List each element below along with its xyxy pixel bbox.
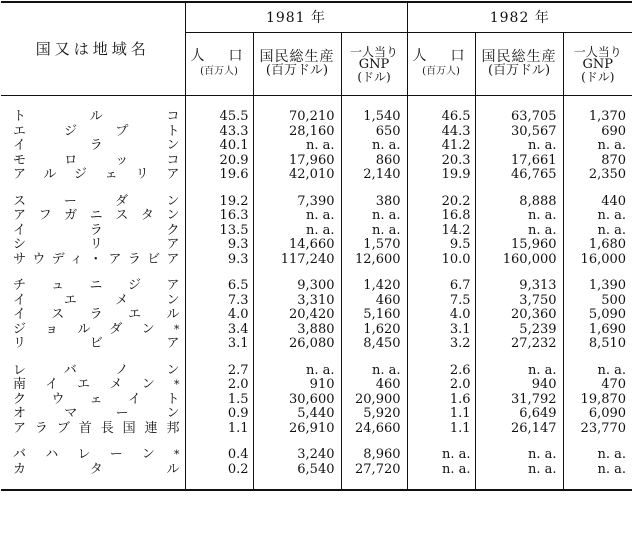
table-row — [1, 195, 632, 210]
country-name: リビア — [13, 336, 180, 351]
gnp-total-1982-cell: 15,960 — [475, 238, 563, 253]
population-1981-cell: 6.5 — [185, 279, 253, 294]
table-row — [1, 448, 632, 463]
group-spacer — [1, 96, 632, 111]
country-name-cell — [1, 393, 185, 408]
footnote-marker: * — [174, 378, 180, 391]
gnp-total-1981-cell: 14,660 — [253, 238, 341, 253]
gnp-per-capita-1982-cell: 5,090 — [588, 307, 627, 322]
country-name-cell — [1, 294, 185, 309]
gnp-total-1982-cell: 20,360 — [475, 308, 563, 323]
population-1981-cell: 0.4 — [185, 448, 253, 463]
country-name: 南イエメン — [13, 377, 174, 392]
gnp-per-capita-unit: (ドル) — [357, 69, 391, 84]
table-row — [1, 337, 632, 352]
gnp-total-1981-cell: 3,880 — [253, 323, 341, 338]
population-1982-cell: 4.0 — [407, 308, 475, 323]
gnp-total-1982-cell: 940 — [475, 378, 563, 393]
year-1981-header: 1981 年 — [185, 2, 407, 33]
table-row — [1, 407, 632, 422]
country-name-cell — [1, 422, 185, 437]
gnp-per-capita-title: 一人当り — [573, 44, 622, 59]
population-1981-cell: 13.5 — [185, 224, 253, 239]
gnp-total-1981-cell: n. a. — [253, 364, 341, 379]
gnp-per-capita-1981-cell: 380 — [341, 195, 407, 210]
gnp-total-1981-cell: 28,160 — [253, 125, 341, 140]
population-1982-cell: 6.7 — [407, 279, 475, 294]
table-row — [1, 279, 632, 294]
gnp-label: GNP — [358, 56, 390, 72]
country-name-cell — [1, 253, 185, 268]
group-spacer — [1, 477, 632, 490]
population-1982-cell: 1.6 — [407, 393, 475, 408]
country-name: サウディ・アラビア — [13, 251, 180, 267]
gnp-per-capita-1981-cell: 8,450 — [341, 337, 407, 352]
gnp-total-1982-cell: n. a. — [475, 209, 563, 224]
population-unit: (百万人) — [422, 66, 460, 77]
country-name: シリア — [13, 237, 180, 252]
country-name: レバノン — [13, 362, 180, 378]
country-name-cell — [1, 195, 185, 210]
country-name-cell — [1, 407, 185, 422]
population-1981-cell: 0.9 — [185, 407, 253, 422]
country-name-cell — [1, 448, 185, 463]
gnp-per-capita-1982-cell: 870 — [601, 152, 627, 168]
gnp-per-capita-1981-cell: 860 — [341, 154, 407, 169]
country-name-cell — [1, 125, 185, 140]
gnp-per-capita-1981-cell: 2,140 — [341, 168, 407, 183]
gnp-total-1981-cell: n. a. — [253, 139, 341, 154]
gnp-total-1982-cell: 30,567 — [475, 125, 563, 140]
population-1982-cell: 2.0 — [407, 378, 475, 393]
country-name-cell — [1, 168, 185, 183]
population-1981-cell: 16.3 — [185, 209, 253, 224]
gnp-total-1981-cell: n. a. — [253, 224, 341, 239]
gnp-per-capita-1981-cell: 460 — [341, 294, 407, 309]
gnp-total-1982-cell: n. a. — [475, 364, 563, 379]
population-1982-cell: 14.2 — [407, 224, 475, 239]
gnp-per-capita-1982-cell: 16,000 — [580, 251, 627, 267]
gnp-total-1982-cell: 5,239 — [475, 323, 563, 338]
population-1981-cell: 0.2 — [185, 463, 253, 478]
gnp-label: GNP — [582, 56, 614, 72]
gnp-per-capita-1982-cell: 500 — [601, 292, 627, 308]
gnp-per-capita-unit: (ドル) — [581, 69, 615, 84]
population-1982-cell: 9.5 — [407, 238, 475, 253]
population-1982-cell: 41.2 — [407, 139, 475, 154]
gnp-total-title: 国民総生産 — [481, 49, 557, 65]
population-1981-cell: 1.5 — [185, 393, 253, 408]
population-1981-cell: 3.4 — [185, 323, 253, 338]
table-row — [1, 125, 632, 140]
country-name: イスラエル — [13, 307, 180, 322]
gnp-total-1982-cell: n. a. — [475, 448, 563, 463]
population-1982-cell: 46.5 — [407, 110, 475, 125]
gnp-per-capita-1982-cell: n. a. — [597, 362, 627, 378]
population-1981-cell: 2.0 — [185, 378, 253, 393]
table-row — [1, 110, 632, 125]
table-row — [1, 463, 632, 478]
country-name: モロッコ — [13, 152, 180, 168]
table-body — [1, 96, 632, 491]
gnp-total-1981-cell: 117,240 — [253, 253, 341, 268]
country-name: バハレーン — [13, 447, 174, 462]
gnp-per-capita-1982-cell: 440 — [601, 193, 627, 209]
country-name-cell — [1, 139, 185, 154]
gnp-total-1982-cell: n. a. — [475, 139, 563, 154]
gnp-per-capita-1981-cell: 24,660 — [341, 422, 407, 437]
population-1981-cell: 4.0 — [185, 308, 253, 323]
gnp-per-capita-header-1982 — [563, 33, 632, 96]
country-name-cell — [1, 323, 185, 338]
gnp-total-1981-cell: 26,910 — [253, 422, 341, 437]
country-name: イラク — [13, 222, 180, 238]
country-name-cell — [1, 463, 185, 478]
population-1981-cell: 45.5 — [185, 110, 253, 125]
gnp-per-capita-1982-cell: n. a. — [597, 138, 627, 153]
population-1982-cell: 44.3 — [407, 125, 475, 140]
table-header — [1, 2, 632, 96]
gnp-total-1982-cell: n. a. — [475, 463, 563, 478]
population-header-1982 — [407, 33, 475, 96]
gnp-total-1982-cell: 46,765 — [475, 168, 563, 183]
gnp-per-capita-1981-cell: 5,160 — [341, 308, 407, 323]
population-1981-cell: 9.3 — [185, 238, 253, 253]
country-name: イエメン — [13, 292, 180, 308]
gnp-total-title: 国民総生産 — [259, 49, 335, 65]
population-1982-cell: n. a. — [407, 463, 475, 478]
gnp-per-capita-1981-cell: n. a. — [341, 139, 407, 154]
population-1982-cell: 10.0 — [407, 253, 475, 268]
population-1981-cell: 2.7 — [185, 364, 253, 379]
country-name: カタル — [13, 461, 180, 477]
table-row — [1, 253, 632, 268]
table-row — [1, 323, 632, 338]
population-1982-cell: 3.2 — [407, 337, 475, 352]
country-name-cell — [1, 209, 185, 224]
gnp-per-capita-1982-cell: 1,690 — [588, 321, 627, 337]
population-1981-cell: 19.6 — [185, 168, 253, 183]
gnp-total-1982-cell: 27,232 — [475, 337, 563, 352]
country-name: トルコ — [13, 109, 180, 124]
gnp-total-1982-cell: 26,147 — [475, 422, 563, 437]
population-1981-cell: 20.9 — [185, 154, 253, 169]
country-name: オマーン — [13, 406, 180, 421]
population-title: 人 口 — [412, 48, 470, 64]
gnp-per-capita-1981-cell: 1,620 — [341, 323, 407, 338]
country-name: クウェイト — [13, 391, 180, 407]
table-row — [1, 139, 632, 154]
gnp-per-capita-1982-cell: 2,350 — [588, 167, 627, 182]
gnp-total-1982-cell: n. a. — [475, 224, 563, 239]
population-1982-cell: 3.1 — [407, 323, 475, 338]
population-1982-cell: 20.2 — [407, 195, 475, 210]
gnp-per-capita-1981-cell: 650 — [341, 125, 407, 140]
gnp-per-capita-1981-cell: 1,540 — [341, 110, 407, 125]
gnp-total-1982-cell: 160,000 — [475, 253, 563, 268]
gnp-total-1981-cell: 17,960 — [253, 154, 341, 169]
footnote-marker: * — [174, 448, 180, 461]
year-1982-header: 1982 年 — [407, 2, 632, 33]
gnp-total-1982-cell: 6,649 — [475, 407, 563, 422]
population-1982-cell: 7.5 — [407, 294, 475, 309]
gnp-per-capita-1982-cell: n. a. — [597, 208, 627, 223]
table-row — [1, 378, 632, 393]
statistics-table-page — [1, 1, 632, 557]
gnp-per-capita-header-1981 — [341, 33, 407, 96]
table-row — [1, 308, 632, 323]
gnp-total-1981-cell: 26,080 — [253, 337, 341, 352]
table-row — [1, 209, 632, 224]
table-row — [1, 224, 632, 239]
population-1981-cell: 40.1 — [185, 139, 253, 154]
table-row — [1, 168, 632, 183]
gnp-total-1982-cell: 8,888 — [475, 195, 563, 210]
gnp-total-1981-cell: 30,600 — [253, 393, 341, 408]
gnp-per-capita-1981-cell: n. a. — [341, 364, 407, 379]
population-1981-cell: 1.1 — [185, 422, 253, 437]
gnp-per-capita-1982-cell: 690 — [601, 123, 627, 139]
population-1981-cell: 3.1 — [185, 337, 253, 352]
gnp-total-unit: (百万ドル) — [487, 63, 551, 78]
gnp-per-capita-1981-cell: 5,920 — [341, 407, 407, 422]
gnp-total-header-1982 — [475, 33, 563, 96]
gnp-per-capita-1981-cell: 460 — [341, 378, 407, 393]
population-1981-cell: 7.3 — [185, 294, 253, 309]
gnp-total-1981-cell: 3,310 — [253, 294, 341, 309]
gnp-total-1981-cell: 910 — [253, 378, 341, 393]
gnp-statistics-table — [1, 1, 632, 491]
gnp-total-unit: (百万ドル) — [265, 63, 329, 78]
gnp-total-1982-cell: 31,792 — [475, 393, 563, 408]
table-row — [1, 238, 632, 253]
country-name: チュニジア — [13, 278, 180, 293]
gnp-per-capita-1982-cell: 6,090 — [588, 406, 627, 421]
gnp-per-capita-1982-cell: 1,390 — [588, 278, 627, 293]
country-name: イラン — [13, 138, 180, 153]
population-1982-cell: 1.1 — [407, 422, 475, 437]
gnp-total-1981-cell: 3,240 — [253, 448, 341, 463]
population-1981-cell: 19.2 — [185, 195, 253, 210]
gnp-per-capita-1981-cell: 1,420 — [341, 279, 407, 294]
population-1982-cell: n. a. — [407, 448, 475, 463]
table-row — [1, 154, 632, 169]
population-unit: (百万人) — [200, 66, 238, 77]
country-name-cell — [1, 364, 185, 379]
country-name: エジプト — [13, 123, 180, 139]
country-name-cell — [1, 154, 185, 169]
country-name: スーダン — [13, 193, 180, 209]
gnp-total-header-1981 — [253, 33, 341, 96]
country-name-cell — [1, 224, 185, 239]
population-1982-cell: 2.6 — [407, 364, 475, 379]
gnp-per-capita-1981-cell: 20,900 — [341, 393, 407, 408]
gnp-total-1981-cell: 9,300 — [253, 279, 341, 294]
gnp-per-capita-1981-cell: n. a. — [341, 209, 407, 224]
region-column-header: 国又は地域名 — [1, 2, 185, 96]
gnp-per-capita-1982-cell: n. a. — [597, 222, 627, 238]
gnp-per-capita-1981-cell: 27,720 — [341, 463, 407, 478]
gnp-total-1982-cell: 9,313 — [475, 279, 563, 294]
gnp-per-capita-1981-cell: 8,960 — [341, 448, 407, 463]
population-1982-cell: 16.8 — [407, 209, 475, 224]
gnp-total-1982-cell: 17,661 — [475, 154, 563, 169]
gnp-per-capita-1982-cell: 470 — [601, 377, 627, 392]
country-name-cell — [1, 308, 185, 323]
gnp-total-1981-cell: 70,210 — [253, 110, 341, 125]
table-row — [1, 364, 632, 379]
country-name-cell — [1, 238, 185, 253]
gnp-total-1981-cell: 5,440 — [253, 407, 341, 422]
country-name-cell — [1, 378, 185, 393]
gnp-total-1982-cell: 3,750 — [475, 294, 563, 309]
gnp-total-1981-cell: n. a. — [253, 209, 341, 224]
gnp-per-capita-1982-cell: 1,370 — [588, 109, 627, 124]
gnp-per-capita-1982-cell: n. a. — [597, 461, 627, 477]
country-name-cell — [1, 110, 185, 125]
gnp-total-1982-cell: 63,705 — [475, 110, 563, 125]
country-name: アルジェリア — [13, 167, 180, 182]
gnp-per-capita-1982-cell: n. a. — [597, 447, 627, 462]
gnp-per-capita-1981-cell: n. a. — [341, 224, 407, 239]
gnp-total-1981-cell: 7,390 — [253, 195, 341, 210]
country-name: アラブ首長国連邦 — [13, 420, 180, 436]
gnp-per-capita-1982-cell: 23,770 — [580, 420, 627, 436]
table-row — [1, 393, 632, 408]
population-header-1981 — [185, 33, 253, 96]
population-1981-cell: 9.3 — [185, 253, 253, 268]
gnp-per-capita-title: 一人当り — [350, 44, 399, 59]
country-name: アフガニスタン — [13, 208, 180, 223]
gnp-per-capita-1981-cell: 12,600 — [341, 253, 407, 268]
country-name: ジョルダン — [13, 321, 174, 337]
population-1982-cell: 1.1 — [407, 407, 475, 422]
population-title: 人 口 — [190, 48, 248, 64]
population-1982-cell: 20.3 — [407, 154, 475, 169]
footnote-marker: * — [174, 322, 180, 336]
country-name-cell — [1, 337, 185, 352]
gnp-total-1981-cell: 20,420 — [253, 308, 341, 323]
gnp-total-1981-cell: 6,540 — [253, 463, 341, 478]
population-1982-cell: 19.9 — [407, 168, 475, 183]
gnp-per-capita-1982-cell: 1,680 — [588, 237, 627, 252]
gnp-per-capita-1982-cell: 19,870 — [580, 391, 627, 407]
table-row — [1, 294, 632, 309]
population-1981-cell: 43.3 — [185, 125, 253, 140]
gnp-total-1981-cell: 42,010 — [253, 168, 341, 183]
country-name-cell — [1, 279, 185, 294]
table-row — [1, 422, 632, 437]
gnp-per-capita-1981-cell: 1,570 — [341, 238, 407, 253]
gnp-per-capita-1982-cell: 8,510 — [588, 336, 627, 351]
